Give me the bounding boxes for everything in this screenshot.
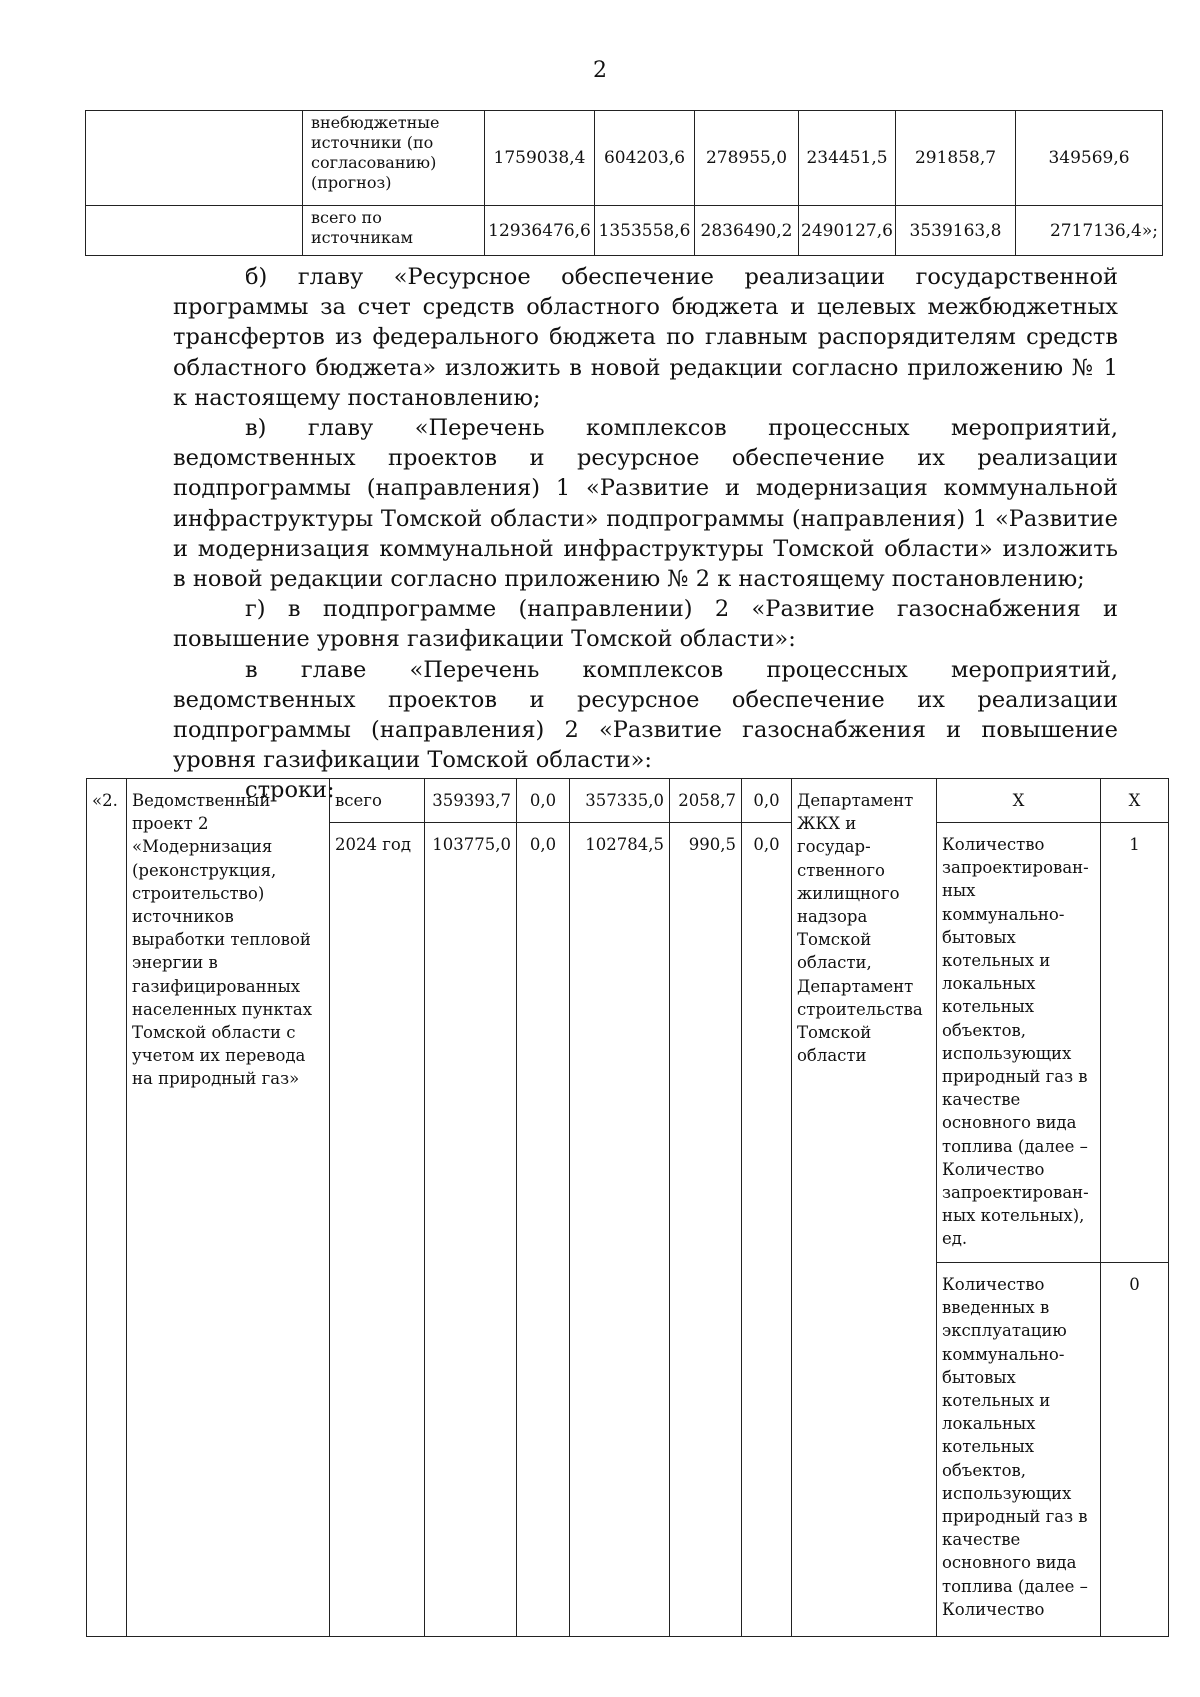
table-row (87, 779, 1169, 823)
value-cell: 0,0 (742, 779, 792, 823)
value-cell: 0,0 (517, 823, 570, 1637)
project-name: Ведомственный проект 2 «Модернизация (реконструкция, строительство) источников выработки тепловой энергии в газифицированных населенных пунктах Томской области с учетом их перевода на природный газ» (127, 779, 330, 1637)
period-cell: 2024 год (330, 823, 425, 1637)
row-label: внебюджетные источники (по согласованию) (прогноз) (303, 111, 485, 206)
period-cell: всего (330, 779, 425, 823)
value-cell: 1759038,4 (485, 111, 595, 206)
value-cell: 349569,6 (1016, 111, 1163, 206)
value-cell: 359393,7 (425, 779, 517, 823)
page-number: 2 (593, 58, 607, 83)
value-cell: 0,0 (742, 823, 792, 1637)
project-table (86, 778, 1169, 1637)
value-cell: 278955,0 (695, 111, 799, 206)
indicator-value: X (1101, 779, 1169, 823)
budget-summary-table (85, 110, 1163, 256)
value-cell: 12936476,6 (485, 206, 595, 256)
value-cell: 0,0 (517, 779, 570, 823)
value-cell: 357335,0 (570, 779, 670, 823)
value-cell: 2717136,4»; (1016, 206, 1163, 256)
indicator-name: Количество запроектирован-ных коммунально-бытовых котельных и локальных котельных объектов, использующих природный газ в качестве основного вида топлива (далее – Количество запроектирован-ных котельных), ед. (937, 823, 1101, 1263)
row-label: всего по источникам (303, 206, 485, 256)
indicator-name: Количество введенных в эксплуатацию коммунально-бытовых котельных и локальных котельных объектов, использующих природный газ в качестве основного вида топлива (далее – Количество (937, 1263, 1101, 1637)
document-body (173, 262, 1118, 806)
value-cell: 990,5 (670, 823, 742, 1637)
value-cell: 2490127,6 (799, 206, 896, 256)
indicator-value: 0 (1101, 1263, 1169, 1637)
row-number: «2. (87, 779, 127, 1637)
value-cell: 2058,7 (670, 779, 742, 823)
paragraph-g: г) в подпрограмме (направлении) 2 «Развитие газоснабжения и повышение уровня газификации Томской области»: (173, 596, 1118, 653)
value-cell: 3539163,8 (896, 206, 1016, 256)
table-row (86, 206, 1163, 256)
value-cell: 102784,5 (570, 823, 670, 1637)
paragraph-v: в) главу «Перечень комплексов процессных мероприятий, ведомственных проектов и ресурсное обеспечение их реализации подпрограммы (направления) 1 «Развитие и модернизация коммунальной инфраструктуры Томской области» подпрограммы (направления) 1 «Развитие и модернизация коммунальной инфраструктуры Томской области» изложить в новой редакции согласно приложению № 2 к настоящему постановлению; (173, 415, 1118, 593)
value-cell: 1353558,6 (595, 206, 695, 256)
value-cell: 604203,6 (595, 111, 695, 206)
indicator-value: 1 (1101, 823, 1169, 1263)
value-cell: 2836490,2 (695, 206, 799, 256)
value-cell: 103775,0 (425, 823, 517, 1637)
value-cell: 234451,5 (799, 111, 896, 206)
indicator-name: X (937, 779, 1101, 823)
executor-cell: Департамент ЖКХ и государ-ственного жилищного надзора Томской области, Департамент строительства Томской области (792, 779, 937, 1637)
table-row (86, 111, 1163, 206)
paragraph-rows: строки: (245, 777, 335, 804)
value-cell: 291858,7 (896, 111, 1016, 206)
paragraph-chapter: в главе «Перечень комплексов процессных мероприятий, ведомственных проектов и ресурсное обеспечение их реализации подпрограммы (направления) 2 «Развитие газоснабжения и повышение уровня газификации Томской области»: (173, 656, 1118, 774)
paragraph-b: б) главу «Ресурсное обеспечение реализации государственной программы за счет средств областного бюджета и целевых межбюджетных трансфертов из федерального бюджета по главным распорядителям средств областного бюджета» изложить в новой редакции согласно приложению № 1 к настоящему постановлению; (173, 264, 1118, 411)
empty-cell (86, 206, 303, 256)
empty-cell (86, 111, 303, 206)
